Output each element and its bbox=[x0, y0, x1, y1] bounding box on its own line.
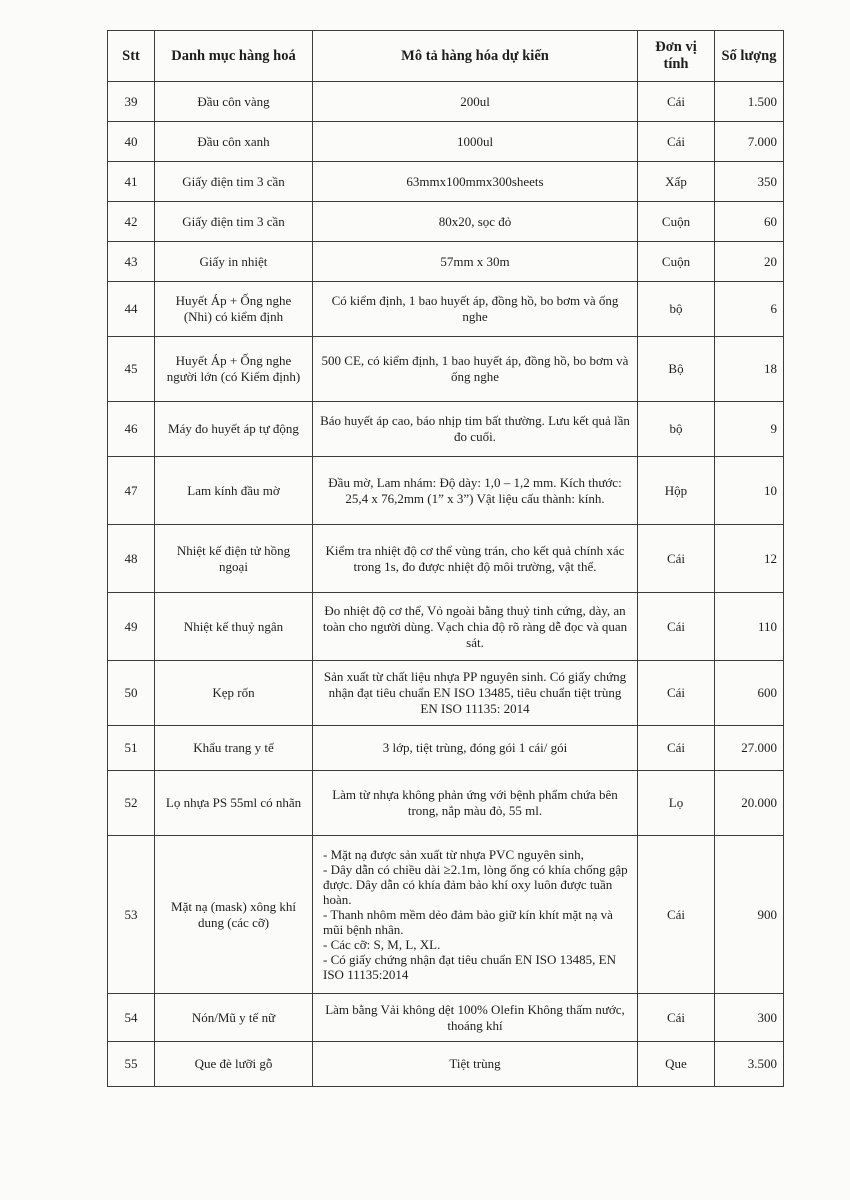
row-name-text: Máy đo huyết áp tự động bbox=[168, 421, 299, 436]
table-row bbox=[108, 836, 784, 994]
row-description bbox=[313, 122, 638, 162]
row-unit-text: Cái bbox=[666, 906, 686, 922]
row-description bbox=[313, 202, 638, 242]
row-quantity bbox=[715, 162, 784, 202]
row-description bbox=[313, 282, 638, 337]
row-quantity-text: 20.000 bbox=[741, 795, 777, 810]
table-row bbox=[108, 82, 784, 122]
table-row bbox=[108, 162, 784, 202]
row-description bbox=[313, 593, 638, 661]
row-stt bbox=[108, 402, 155, 457]
row-description bbox=[313, 726, 638, 771]
row-name bbox=[155, 337, 313, 402]
row-quantity-text: 20 bbox=[764, 253, 777, 269]
table-row bbox=[108, 402, 784, 457]
row-name bbox=[155, 82, 313, 122]
row-stt bbox=[108, 202, 155, 242]
row-quantity-text: 350 bbox=[757, 173, 777, 189]
row-description-text: 200ul bbox=[460, 93, 490, 109]
table-row bbox=[108, 122, 784, 162]
row-name-text: Lọ nhựa PS 55ml có nhãn bbox=[165, 795, 302, 810]
row-name-text: Nón/Mũ y tế nữ bbox=[191, 1009, 276, 1025]
table-body bbox=[108, 82, 784, 1087]
row-description bbox=[313, 1042, 638, 1087]
row-name-text: Nhiệt kế điện tử hồng ngoại bbox=[176, 542, 291, 574]
row-stt bbox=[108, 1042, 155, 1087]
row-description-text: 3 lớp, tiệt trùng, đóng gói 1 cái/ gói bbox=[382, 740, 568, 755]
row-stt bbox=[108, 661, 155, 726]
row-name-text: Que đè lưỡi gỗ bbox=[194, 1056, 273, 1071]
row-quantity-text: 1.500 bbox=[747, 93, 777, 109]
row-quantity-text: 7.000 bbox=[747, 133, 777, 149]
row-description bbox=[313, 162, 638, 202]
goods-table bbox=[107, 30, 784, 1087]
row-name-text: Huyết Áp + Ống nghe (Nhi) có kiểm định bbox=[175, 293, 292, 324]
row-stt-text: 42 bbox=[124, 213, 138, 229]
row-name bbox=[155, 525, 313, 593]
table-header bbox=[108, 31, 784, 82]
row-unit bbox=[638, 771, 715, 836]
row-stt bbox=[108, 525, 155, 593]
row-description-text: 63mmx100mmx300sheets bbox=[406, 173, 544, 189]
row-name bbox=[155, 202, 313, 242]
row-stt bbox=[108, 242, 155, 282]
table-row bbox=[108, 242, 784, 282]
row-quantity bbox=[715, 337, 784, 402]
row-stt bbox=[108, 994, 155, 1042]
row-unit bbox=[638, 994, 715, 1042]
row-stt-text: 53 bbox=[124, 906, 138, 922]
row-name-text: Nhiệt kế thuỷ ngân bbox=[183, 618, 284, 634]
row-stt bbox=[108, 726, 155, 771]
header-qty: Số lượng bbox=[715, 31, 784, 82]
row-stt-text: 45 bbox=[124, 361, 138, 376]
row-name bbox=[155, 282, 313, 337]
row-quantity-text: 12 bbox=[764, 550, 777, 566]
table-row bbox=[108, 202, 784, 242]
row-stt-text: 40 bbox=[124, 133, 138, 149]
row-quantity-text: 9 bbox=[770, 421, 777, 436]
table-row bbox=[108, 661, 784, 726]
row-stt bbox=[108, 282, 155, 337]
row-quantity bbox=[715, 771, 784, 836]
row-description-text: 57mm x 30m bbox=[440, 253, 510, 269]
row-stt bbox=[108, 162, 155, 202]
row-stt-text: 41 bbox=[124, 173, 138, 189]
row-name bbox=[155, 593, 313, 661]
row-unit bbox=[638, 82, 715, 122]
row-description-text: 80x20, sọc đỏ bbox=[438, 213, 512, 229]
row-quantity-text: 27.000 bbox=[741, 740, 777, 755]
row-unit-text: Cái bbox=[666, 740, 686, 755]
row-unit bbox=[638, 1042, 715, 1087]
row-name bbox=[155, 836, 313, 994]
row-description bbox=[313, 836, 638, 994]
row-description bbox=[313, 242, 638, 282]
row-description bbox=[313, 402, 638, 457]
row-quantity bbox=[715, 202, 784, 242]
row-quantity bbox=[715, 122, 784, 162]
row-stt-text: 50 bbox=[124, 685, 138, 700]
row-description-text: Có kiểm định, 1 bao huyết áp, đồng hồ, bo bơm và ống nghe bbox=[331, 293, 619, 324]
row-unit bbox=[638, 282, 715, 337]
row-stt bbox=[108, 337, 155, 402]
table-row bbox=[108, 525, 784, 593]
row-description-text: 500 CE, có kiểm định, 1 bao huyết áp, đồng hồ, bo bơm và ống nghe bbox=[321, 353, 629, 384]
row-quantity-text: 10 bbox=[764, 482, 777, 498]
row-unit-text: Xấp bbox=[665, 173, 687, 189]
row-stt bbox=[108, 836, 155, 994]
row-quantity-text: 300 bbox=[757, 1009, 777, 1025]
row-description-text: Kiểm tra nhiệt độ cơ thể vùng trán, cho kết quả chính xác trong 1s, đo được nhiệt độ môi trường, vật thể. bbox=[325, 542, 625, 574]
row-stt-text: 44 bbox=[124, 301, 138, 316]
row-stt bbox=[108, 122, 155, 162]
row-stt bbox=[108, 593, 155, 661]
row-quantity-text: 110 bbox=[757, 618, 777, 634]
table-row bbox=[108, 726, 784, 771]
row-unit-text: Cái bbox=[666, 1009, 686, 1025]
row-stt-text: 49 bbox=[124, 618, 138, 634]
row-name-text: Giấy điện tim 3 cần bbox=[182, 173, 285, 189]
row-quantity-text: 6 bbox=[770, 301, 777, 316]
row-quantity bbox=[715, 242, 784, 282]
row-description-text: - Mặt nạ được sản xuất từ nhựa PVC nguyên sinh, - Dây dẫn có chiều dài ≥2.1m, lòng ống có khía chống gập được. Dây dẫn có khía đảm bảo khí oxy luôn được tuần hoàn. - Thanh nhôm mềm dẻo đảm bảo giữ kín khít mặt nạ và mũi bệnh nhân. - Các cỡ: S, M, L, XL. - Có giấy chứng nhận đạt tiêu chuẩn EN ISO 13485, EN ISO 11135:2014 bbox=[323, 847, 628, 982]
row-quantity bbox=[715, 593, 784, 661]
row-description bbox=[313, 661, 638, 726]
row-stt-text: 48 bbox=[124, 550, 138, 566]
row-stt bbox=[108, 771, 155, 836]
row-quantity bbox=[715, 836, 784, 994]
row-quantity bbox=[715, 525, 784, 593]
header-row bbox=[108, 31, 784, 82]
row-description-text: Đầu mờ, Lam nhám: Độ dày: 1,0 – 1,2 mm. Kích thước: 25,4 x 76,2mm (1” x 3”) Vật liệu cấu thành: kính. bbox=[328, 474, 622, 506]
row-description bbox=[313, 994, 638, 1042]
row-stt-text: 46 bbox=[124, 421, 138, 436]
row-description bbox=[313, 82, 638, 122]
row-name-text: Kẹp rốn bbox=[212, 685, 255, 700]
table-row bbox=[108, 994, 784, 1042]
table-row bbox=[108, 771, 784, 836]
row-quantity bbox=[715, 457, 784, 525]
row-description-text: Tiệt trùng bbox=[449, 1056, 501, 1071]
row-unit-text: bộ bbox=[669, 301, 683, 316]
row-unit bbox=[638, 593, 715, 661]
row-stt-text: 52 bbox=[124, 795, 138, 810]
row-name bbox=[155, 457, 313, 525]
row-unit bbox=[638, 122, 715, 162]
row-unit-text: Cái bbox=[666, 685, 686, 700]
row-stt-text: 39 bbox=[124, 93, 138, 109]
row-quantity bbox=[715, 402, 784, 457]
row-stt-text: 54 bbox=[124, 1009, 138, 1025]
row-name-text: Mặt nạ (mask) xông khí dung (các cỡ) bbox=[171, 898, 296, 930]
row-name bbox=[155, 402, 313, 457]
row-unit-text: Cuộn bbox=[661, 213, 691, 229]
row-quantity-text: 900 bbox=[757, 906, 777, 922]
table-row bbox=[108, 337, 784, 402]
row-name bbox=[155, 242, 313, 282]
row-name-text: Đầu côn xanh bbox=[197, 133, 270, 149]
header-stt: Stt bbox=[108, 31, 155, 82]
row-name-text: Huyết Áp + Ống nghe người lớn (có Kiểm định) bbox=[166, 353, 301, 384]
table-row bbox=[108, 593, 784, 661]
row-quantity-text: 3.500 bbox=[747, 1056, 777, 1071]
row-unit bbox=[638, 525, 715, 593]
row-name-text: Khẩu trang y tế bbox=[193, 740, 274, 755]
row-description bbox=[313, 525, 638, 593]
row-quantity-text: 600 bbox=[757, 685, 777, 700]
row-unit-text: Cái bbox=[666, 550, 686, 566]
row-name-text: Giấy điện tim 3 cần bbox=[182, 213, 285, 229]
row-unit-text: bộ bbox=[669, 421, 683, 436]
row-name bbox=[155, 994, 313, 1042]
row-unit-text: Hộp bbox=[664, 482, 688, 498]
row-name bbox=[155, 162, 313, 202]
row-unit-text: Que bbox=[665, 1056, 687, 1071]
table-row bbox=[108, 1042, 784, 1087]
row-name bbox=[155, 661, 313, 726]
row-unit bbox=[638, 661, 715, 726]
row-description-text: Báo huyết áp cao, báo nhịp tim bất thường. Lưu kết quả lần đo cuối. bbox=[320, 413, 630, 444]
row-unit-text: Bộ bbox=[668, 361, 684, 376]
row-name-text: Đầu côn vàng bbox=[197, 93, 270, 109]
row-quantity bbox=[715, 82, 784, 122]
row-unit bbox=[638, 202, 715, 242]
row-description bbox=[313, 337, 638, 402]
row-quantity-text: 60 bbox=[764, 213, 777, 229]
row-quantity bbox=[715, 726, 784, 771]
header-unit: Đơn vị tính bbox=[638, 31, 715, 82]
row-description-text: Làm bằng Vải không dệt 100% Olefin Không thấm nước, thoáng khí bbox=[325, 1001, 625, 1033]
row-unit bbox=[638, 337, 715, 402]
row-stt bbox=[108, 82, 155, 122]
row-quantity bbox=[715, 1042, 784, 1087]
row-description-text: Làm từ nhựa không phản ứng với bệnh phẩm chứa bên trong, nắp màu đỏ, 55 ml. bbox=[332, 787, 618, 818]
row-quantity bbox=[715, 282, 784, 337]
row-quantity bbox=[715, 661, 784, 726]
row-unit bbox=[638, 836, 715, 994]
row-name bbox=[155, 122, 313, 162]
row-name bbox=[155, 771, 313, 836]
row-stt-text: 55 bbox=[124, 1056, 138, 1071]
row-unit-text: Cái bbox=[666, 618, 686, 634]
row-description bbox=[313, 771, 638, 836]
row-description bbox=[313, 457, 638, 525]
row-stt bbox=[108, 457, 155, 525]
row-unit bbox=[638, 726, 715, 771]
row-unit bbox=[638, 242, 715, 282]
row-quantity bbox=[715, 994, 784, 1042]
row-description-text: Sản xuất từ chất liệu nhựa PP nguyên sinh. Có giấy chứng nhận đạt tiêu chuẩn EN ISO 13485, tiêu chuẩn tiệt trùng EN ISO 11135: 2014 bbox=[323, 669, 627, 716]
row-unit bbox=[638, 162, 715, 202]
row-stt-text: 43 bbox=[124, 253, 138, 269]
table-row bbox=[108, 457, 784, 525]
row-unit bbox=[638, 457, 715, 525]
row-unit-text: Lọ bbox=[668, 795, 684, 810]
row-stt-text: 47 bbox=[124, 482, 138, 498]
row-stt-text: 51 bbox=[124, 740, 138, 755]
row-quantity-text: 18 bbox=[764, 361, 777, 376]
row-name bbox=[155, 726, 313, 771]
row-unit-text: Cái bbox=[666, 133, 686, 149]
row-unit bbox=[638, 402, 715, 457]
header-desc: Mô tả hàng hóa dự kiến bbox=[313, 31, 638, 82]
table-row bbox=[108, 282, 784, 337]
row-unit-text: Cuộn bbox=[661, 253, 691, 269]
row-unit-text: Cái bbox=[666, 93, 686, 109]
header-name: Danh mục hàng hoá bbox=[155, 31, 313, 82]
row-description-text: Đo nhiệt độ cơ thể, Vỏ ngoài bằng thuỷ tinh cứng, dày, an toàn cho người dùng. Vạch chia độ rõ ràng dễ đọc và quan sát. bbox=[322, 602, 628, 650]
row-name-text: Giấy in nhiệt bbox=[199, 253, 268, 269]
row-name-text: Lam kính đầu mờ bbox=[187, 482, 280, 498]
row-description-text: 1000ul bbox=[456, 133, 494, 149]
row-name bbox=[155, 1042, 313, 1087]
